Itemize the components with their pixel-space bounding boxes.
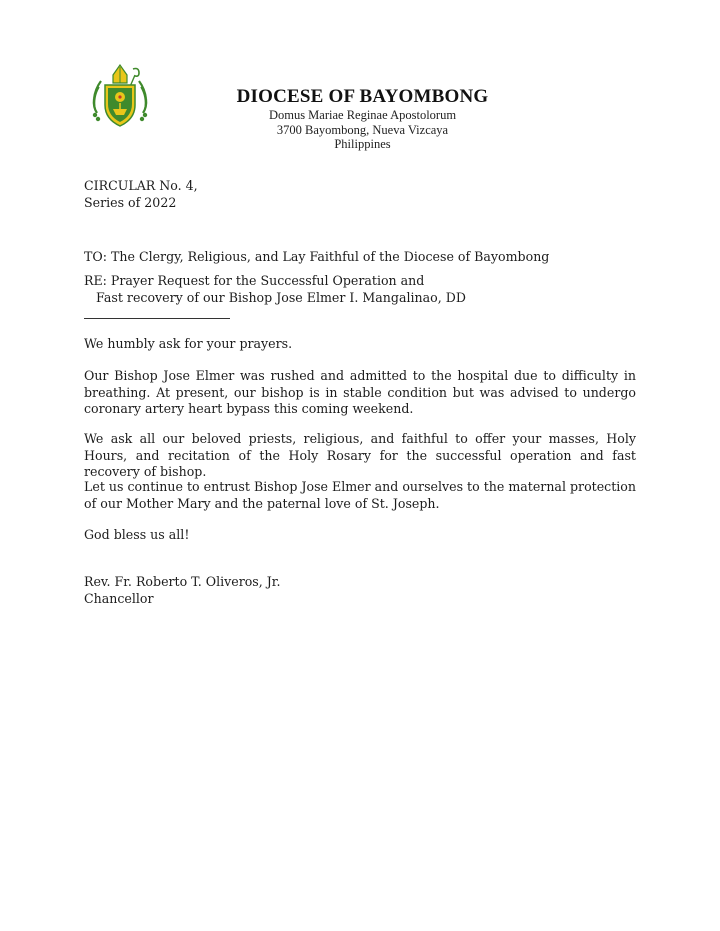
subject-line-2: Fast recovery of our Bishop Jose Elmer I. Mangalinao, DD (96, 289, 466, 305)
address-line-2: 3700 Bayombong, Nueva Vizcaya (276, 122, 449, 137)
letterhead (210, 86, 515, 152)
subject-line-1: RE: Prayer Request for the Successful Operation and (84, 273, 425, 288)
address-line-1: Domus Mariae Reginae Apostolorum (268, 108, 457, 122)
signatory-title: Chancellor (84, 590, 154, 606)
signature-block (84, 574, 636, 607)
paragraph-blessing: God bless us all! (84, 527, 190, 542)
circular-heading (84, 178, 636, 211)
divider-line (84, 318, 230, 319)
diocese-title: DIOCESE OF BAYOMBONG (236, 86, 489, 107)
paragraph-entrust: Let us continue to entrust Bishop Jose Elmer and ourselves to the maternal protection of our Mother Mary and the paternal love of St. Joseph. (84, 479, 636, 511)
diocese-crest-logo (89, 63, 151, 129)
paragraph-condition: Our Bishop Jose Elmer was rushed and admitted to the hospital due to difficulty in breathing. At present, our bishop is in stable condition but was advised to undergo coronary artery heart bypass this coming weekend. (84, 368, 636, 416)
subject-block (84, 273, 636, 306)
address-line-3: Philippines (334, 137, 391, 151)
paragraph-request: We ask all our beloved priests, religious, and faithful to offer your masses, Holy Hours, and recitation of the Holy Rosary for the successful operation and fast recovery of bishop. (84, 431, 636, 479)
circular-series: Series of 2022 (84, 194, 177, 210)
addressee-line: TO: The Clergy, Religious, and Lay Faithful of the Diocese of Bayombong (84, 249, 550, 264)
paragraph-opening: We humbly ask for your prayers. (84, 336, 293, 351)
circular-number: CIRCULAR No. 4, (84, 178, 198, 193)
signatory-name: Rev. Fr. Roberto T. Oliveros, Jr. (84, 574, 281, 589)
